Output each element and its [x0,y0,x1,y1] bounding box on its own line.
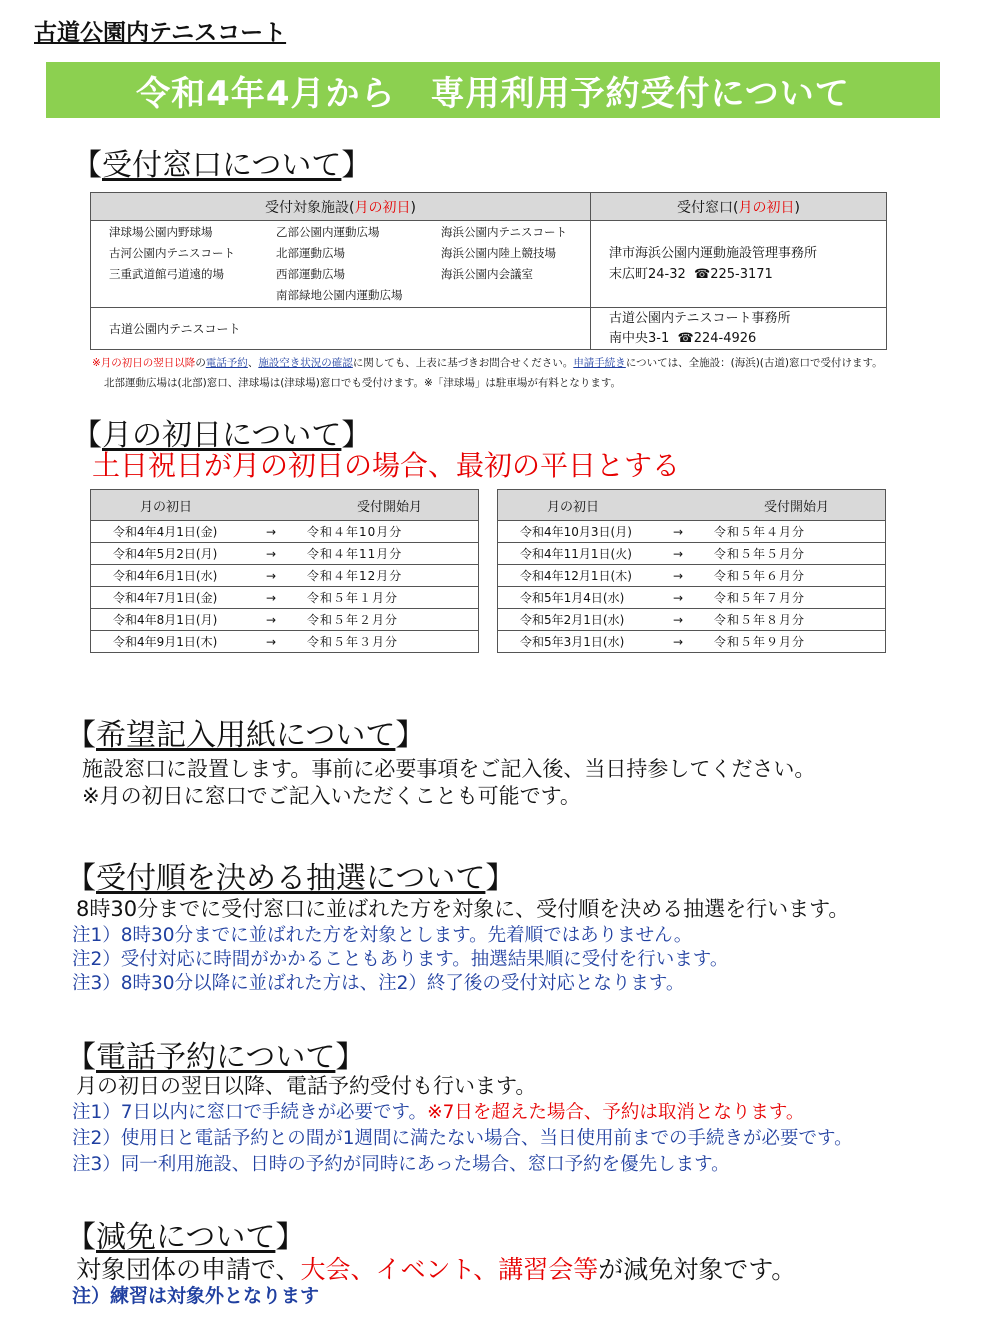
lottery-note-2: 注2）受付対応に時間がかかることもあります。抽選結果順に受付を行います。 [72,949,729,970]
header-text-suffix: ) [794,199,800,216]
fee-line-a: 対象団体の申請で、 [76,1255,301,1284]
office1-address: 末広町24-32 [609,267,686,282]
start-month-cell: 令和５年３月分 [301,631,479,653]
table-row [91,609,479,631]
first-day-cell: 令和4年11月1日(火) [498,543,649,565]
first-day-cell: 令和4年8月1日(月) [91,609,242,631]
fee-reduction-note: 注）練習は対象外となります [72,1285,320,1307]
heading-bracket-open: 【 [66,1220,96,1255]
facility-column-c [441,222,567,285]
page-title: 古道公園内テニスコート [34,20,287,46]
header-red-text: 月の初日 [738,199,795,216]
reception-note-1 [92,353,883,373]
header-reception-window [591,193,887,221]
lottery-note-3: 注3）8時30分以降に並ばれた方は、注2）終了後の受付対応となります。 [72,973,685,994]
office2-contact [609,329,886,349]
heading-bracket-open: 【 [72,148,102,183]
col-header-first-day: 月の初日 [498,490,649,521]
table-row [498,587,886,609]
note-sep: 、 [247,357,259,369]
office2-address: 南中央3-1 [609,330,670,346]
start-month-cell: 令和５年６月分 [708,565,886,587]
note-text: の [195,357,206,369]
heading-reception-window [72,140,371,184]
facility-name: 三重武道館弓道遠的場 [109,267,224,281]
first-day-cell: 令和5年1月4日(水) [498,587,649,609]
note-text-3: については、全施設：(海浜)(古道)窓口で受付けます。 [625,357,883,369]
header-target-facilities [91,193,591,221]
arrow-icon: → [648,521,708,543]
lottery-line-1: 8時30分までに受付窓口に並ばれた方を対象に、受付順を決める抽選を行います。 [76,897,850,921]
header-text: 受付対象施設( [265,199,355,216]
heading-bracket-close: 】 [341,418,372,453]
table-row [498,565,886,587]
schedule-table-left [90,489,479,653]
phone-note-1-red: ※7日を超えた場合、予約は取消となります。 [427,1102,805,1123]
facility-name: 海浜公園内テニスコート [441,225,568,239]
facility-name: 乙部公園内運動広場 [276,225,380,239]
office2-name: 古道公園内テニスコート事務所 [609,310,791,326]
heading-text: 受付窓口について [102,148,342,183]
link-availability-check[interactable]: 施設空き状況の確認 [258,357,353,369]
heading-bracket-open: 【 [66,1040,96,1075]
row2-facility: 古道公園内テニスコート [91,308,591,350]
first-day-cell: 令和4年12月1日(木) [498,565,649,587]
arrow-icon: → [241,609,301,631]
office2-phone: ☎224-4926 [677,330,757,346]
arrow-icon: → [241,543,301,565]
office1-name: 津市海浜公園内運動施設管理事務所 [609,246,818,261]
schedule-table-right [497,489,886,653]
start-month-cell: 令和４年10月分 [301,521,479,543]
arrow-icon: → [648,565,708,587]
heading-request-form [66,710,425,754]
fee-line-b: が減免対象です。 [598,1255,797,1284]
first-day-rule: 土日祝日が月の初日の場合、最初の平日とする [92,449,681,482]
arrow-icon: → [648,587,708,609]
reception-notes [92,353,883,393]
request-form-line-2: ※月の初日に窓口でご記入いただくことも可能です。 [82,784,581,808]
arrow-icon: → [648,631,708,653]
heading-bracket-close: 】 [335,1040,366,1075]
heading-text: 希望記入用紙について [96,718,396,753]
start-month-cell: 令和５年７月分 [708,587,886,609]
heading-bracket-close: 】 [275,1220,306,1255]
first-day-cell: 令和5年2月1日(水) [498,609,649,631]
col-header-first-day: 月の初日 [91,490,242,521]
first-day-cell: 令和5年3月1日(水) [498,631,649,653]
arrow-icon: → [241,565,301,587]
facility-list-cell [91,221,591,308]
link-phone-reservation[interactable]: 電話予約 [205,357,248,369]
note-red: ※月の初日の翌日以降 [92,357,196,369]
heading-text: 受付順を決める抽選について [96,861,486,896]
table-row [91,521,479,543]
arrow-icon: → [241,587,301,609]
table-row [498,631,886,653]
facility-name: 南部緑地公園内運動広場 [276,288,403,302]
arrow-icon: → [241,631,301,653]
col-header-start-month: 受付開始月 [708,490,886,521]
heading-lottery [66,853,515,897]
phone-note-1 [72,1101,804,1125]
office1-phone: ☎225-3171 [694,267,773,282]
phone-note-3: 注3）同一利用施設、日時の予約が同時にあった場合、窓口予約を優先します。 [72,1154,730,1175]
facility-column-a [109,222,235,285]
first-day-cell: 令和4年6月1日(水) [91,565,242,587]
facility-name: 津球場公園内野球場 [109,225,213,239]
arrow-icon: → [241,521,301,543]
table-row [91,587,479,609]
heading-bracket-open: 【 [66,861,96,896]
first-day-cell: 令和4年10月3日(月) [498,521,649,543]
start-month-cell: 令和５年２月分 [301,609,479,631]
table-row [498,609,886,631]
start-month-cell: 令和５年１月分 [301,587,479,609]
start-month-cell: 令和５年９月分 [708,631,886,653]
facility-name: 海浜公園内陸上競技場 [441,246,556,260]
heading-bracket-close: 】 [341,148,372,183]
first-day-cell: 令和4年9月1日(木) [91,631,242,653]
reception-window-table [90,192,887,350]
facility-name: 海浜公園内会議室 [441,267,533,281]
facility-name: 西部運動広場 [276,267,345,281]
fee-line-red: 大会、イベント、講習会等 [300,1255,599,1284]
facility-name: 古河公園内テニスコート [109,246,236,260]
first-day-cell: 令和4年5月2日(月) [91,543,242,565]
arrow-icon: → [648,543,708,565]
phone-line-1: 月の初日の翌日以降、電話予約受付も行います。 [76,1074,537,1098]
header-text-suffix: ) [410,199,416,216]
heading-bracket-close: 】 [395,718,426,753]
table-row [91,543,479,565]
heading-text: 減免について [96,1220,276,1255]
header-text: 受付窓口( [677,199,739,216]
reception-note-2: 北部運動広場は(北部)窓口、津球場は(津球場)窓口でも受付けます。※「津球場」は駐車場が有料となります。 [104,377,622,389]
heading-bracket-open: 【 [72,418,102,453]
request-form-line-1: 施設窓口に設置します。事前に必要事項をご記入後、当日持参してください。 [82,757,816,781]
start-month-cell: 令和４年12月分 [301,565,479,587]
table-row [498,543,886,565]
lottery-note-1: 注1）8時30分までに並ばれた方を対象とします。先着順ではありません。 [72,925,693,946]
col-header-spacer [648,490,708,521]
start-month-cell: 令和５年８月分 [708,609,886,631]
start-month-cell: 令和５年４月分 [708,521,886,543]
col-header-start-month: 受付開始月 [301,490,479,521]
table-row [91,565,479,587]
facility-column-b [276,222,403,306]
heading-bracket-close: 】 [485,861,516,896]
table-row [498,521,886,543]
office1-cell [591,221,887,308]
col-header-spacer [241,490,301,521]
heading-text: 月の初日について [102,418,342,453]
start-month-cell: 令和４年11月分 [301,543,479,565]
heading-bracket-open: 【 [66,718,96,753]
office1-contact [609,264,886,285]
heading-phone-reservation [66,1032,365,1076]
heading-text: 電話予約について [96,1040,336,1075]
header-red-text: 月の初日 [354,199,411,216]
banner-title: 令和4年4月から 専用利用予約受付について [46,62,940,118]
phone-note-2: 注2）使用日と電話予約との間が1週間に満たない場合、当日使用前までの手続きが必要です。 [72,1128,853,1149]
office2-cell [591,308,887,350]
note-text-2: に関しても、上表に基づきお問合せください。 [352,357,574,369]
start-month-cell: 令和５年５月分 [708,543,886,565]
link-application[interactable]: 申請手続き [573,357,626,369]
first-day-cell: 令和4年7月1日(金) [91,587,242,609]
table-row [91,631,479,653]
first-day-cell: 令和4年4月1日(金) [91,521,242,543]
arrow-icon: → [648,609,708,631]
phone-note-1-blue: 注1）7日以内に窓口で手続きが必要です。 [72,1102,428,1123]
facility-name: 北部運動広場 [276,246,345,260]
